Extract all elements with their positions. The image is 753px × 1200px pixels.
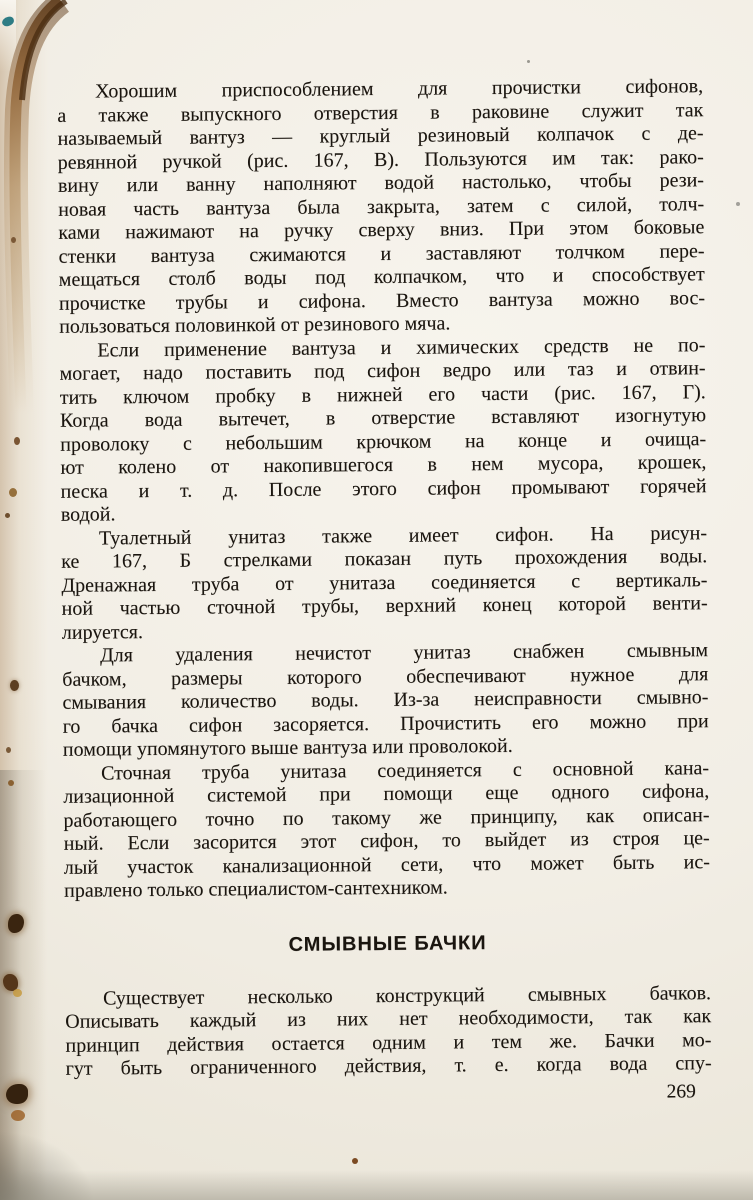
text-line: ке 167, Б стрелками показан путь прохождения воды. [61, 545, 708, 573]
text-line: пользоваться половинкой от резинового мяча. [59, 312, 451, 338]
text-line: Сточная труба унитаза соединяется с основной кана- [100, 756, 710, 784]
stain-spot [527, 60, 530, 63]
text-line: называемый вантуз — круглый резиновый колпачок с де- [57, 122, 704, 150]
stain-spot [736, 202, 740, 206]
body-paragraphs [57, 75, 710, 903]
text-line: го бачка сифон засоряется. Прочистить его можно при [62, 709, 709, 738]
paragraph [62, 639, 709, 762]
text-line: вину или ванну наполняют водой настолько, чтобы рези- [57, 169, 705, 197]
stain-spot [6, 747, 11, 753]
text-line: мещаться столб воды под колпачком, что и способствует [58, 263, 705, 291]
paragraph [57, 75, 705, 339]
paragraph [59, 334, 707, 528]
text-line: гут быть ограниченного действия, т. е. когда вода спу- [65, 1052, 712, 1080]
page-bottom-edge-shading [0, 1170, 753, 1200]
text-block [57, 75, 712, 1108]
text-line: ют колено от накопившегося в нем мусора, крошек, [60, 451, 707, 479]
stain-spot [9, 488, 17, 497]
text-line: могает, надо поставить под сифон ведро или таз и отвин- [59, 357, 706, 385]
text-line: Хорошим приспособлением для прочистки сифонов, [95, 75, 704, 103]
text-line: лируется. [61, 620, 144, 644]
stain-spot [11, 237, 16, 243]
paragraph [61, 522, 708, 645]
stain-spot [14, 437, 20, 445]
stain-spot [352, 1158, 358, 1164]
text-line: прочистке трубы и сифона. Вместо вантуза можно вос- [58, 286, 706, 315]
text-line: работающего точно по такому же принципу, как описан- [63, 803, 710, 832]
text-line: Описывать каждый из них нет необходимости, так как [65, 1005, 712, 1033]
text-line: Когда вода вытечет, в отверстие вставляют изогнутую [59, 404, 707, 432]
text-line: Если применение вантуза и химических средств не по- [97, 333, 706, 361]
text-line: бачком, размеры которого обеспечивают нужное для [62, 662, 709, 691]
body-paragraphs-after [65, 982, 712, 1082]
stain-spot [5, 513, 10, 518]
text-line: Для удаления нечистот унитаз снабжен смывным [99, 639, 709, 667]
page-number: 269 [666, 1080, 696, 1103]
text-line: помощи упомянутого выше вантуза или проволокой. [62, 734, 513, 761]
stain-spot [13, 989, 22, 997]
text-line: ный. Если засорится этот сифон, то выйдет из строя це- [63, 827, 710, 855]
text-line: ной частью сточной трубы, верхний конец которой венти- [61, 592, 708, 620]
paragraph [65, 982, 712, 1082]
paragraph [63, 757, 710, 904]
text-line: а также выпускного отверстия в раковине служит так [57, 98, 704, 127]
section-heading: СМЫВНЫЕ БАЧКИ [288, 931, 487, 956]
text-line: Туалетный унитаз также имеет сифон. На рисун- [98, 521, 708, 549]
text-line: ревянной ручкой (рис. 167, В). Пользуются им так: рако- [57, 145, 704, 174]
text-line: лизационной системой при помощи еще одного сифона, [63, 780, 710, 808]
stain-spot [8, 780, 14, 786]
stain-spot [10, 680, 19, 691]
text-line: песка и т. д. После этого сифон промывают горячей [60, 474, 707, 503]
text-line: правлено только специалистом-сантехником. [63, 876, 448, 902]
text-line: стенки вантуза сжимаются и заставляют толчком пере- [58, 239, 705, 268]
text-line: ками нажимают на ручку сверху вниз. При этом боковые [58, 216, 705, 244]
text-line: лый участок канализационной сети, что может быть ис- [63, 850, 710, 879]
text-line: Дренажная труба от унитаза соединяется с вертикаль- [61, 568, 708, 597]
text-line: тить ключом пробку в нижней его части (рис. 167, Г). [59, 380, 706, 409]
text-line: новая часть вантуза была закрыта, затем с силой, толч- [58, 192, 705, 221]
text-line: принцип действия остается одним и тем же. Бачки мо- [65, 1028, 712, 1057]
text-line: смывания количество воды. Из-за неисправности смывно- [62, 686, 709, 714]
text-line: Существует несколько конструкций смывных бачков. [102, 981, 712, 1009]
text-line: водой. [60, 503, 116, 526]
text-line: проволоку с небольшим крючком на конце и очища- [60, 427, 707, 456]
